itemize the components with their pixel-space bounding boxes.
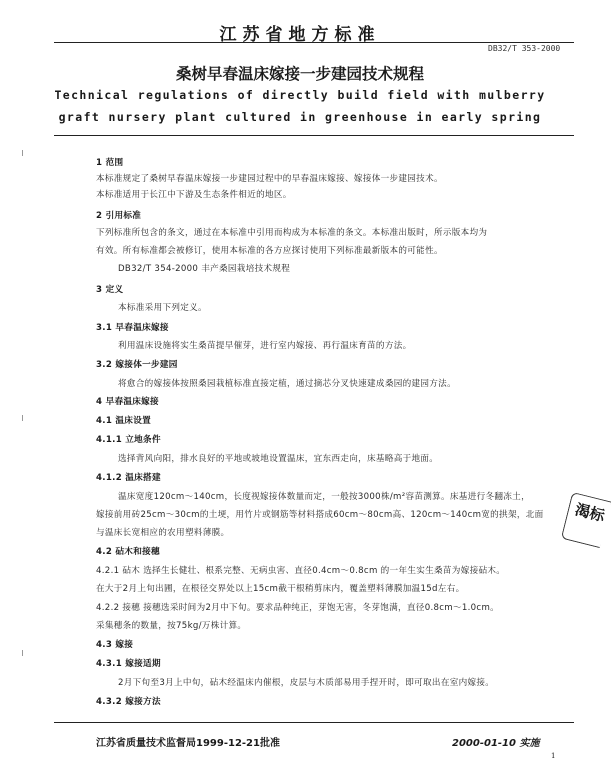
subsection-heading: 4.1.2 温床搭建 (96, 473, 161, 483)
page-number: 1 (551, 752, 556, 760)
section-heading: 1 范围 (96, 158, 124, 168)
subsection-heading: 4.3.1 嫁接适期 (96, 659, 161, 669)
margin-mark (22, 150, 23, 156)
subsection-heading: 4.1.1 立地条件 (96, 435, 161, 445)
body-text: 4.2.2 接穗 接穗选采时间为2月中下旬。要求品种纯正，芽饱无害，冬芽饱满，直径0.8cm～1.0cm。 (96, 603, 500, 613)
header-rule (54, 42, 574, 43)
body-text: 利用温床设施将实生桑苗提早催芽，进行室内嫁接、再行温床育苗的方法。 (118, 341, 412, 351)
body-text: 嫁接前用砖25cm～30cm的土埂，用竹片或钢筋等材料搭成60cm～80cm高、120cm～140cm宽的拱架，北面 (96, 510, 544, 520)
subsection-heading: 4.2 砧木和接穗 (96, 547, 160, 557)
implementation-date: 2000-01-10 实施 (452, 738, 540, 749)
body-text: 将愈合的嫁接体按照桑园栽植标准直接定植，通过摘芯分叉快速建成桑园的建园方法。 (118, 379, 456, 389)
subsection-heading: 4.3 嫁接 (96, 640, 134, 650)
body-text: 2月下旬至3月上中旬，砧木经温床内催根，皮层与木质部易用手捏开时，即可取出在室内嫁接。 (118, 678, 495, 688)
section-heading: 3 定义 (96, 285, 124, 295)
english-title-line-2: graft nursery plant cultured in greenhouse in early spring (58, 110, 542, 124)
body-text: 本标准采用下列定义。 (118, 303, 207, 313)
publisher-header: 江苏省地方标准 (219, 25, 381, 45)
standard-code: DB32/T 353-2000 (488, 44, 561, 53)
body-text: 与温床长宽相应的农用塑料薄膜。 (96, 528, 230, 538)
body-text: 下列标准所包含的条文，通过在本标准中引用而构成为本标准的条文。本标准出版时，所示版本均为 (96, 228, 488, 238)
chinese-title: 桑树早春温床嫁接一步建园技术规程 (175, 65, 424, 83)
footer-rule (54, 722, 574, 723)
english-title-line-1: Technical regulations of directly build field with mulberry (54, 88, 546, 102)
referenced-standard: DB32/T 354-2000 丰产桑园栽培技术规程 (118, 264, 291, 274)
margin-mark (22, 650, 23, 656)
subsection-heading: 4.3.2 嫁接方法 (96, 697, 161, 707)
subsection-heading: 3.1 早春温床嫁接 (96, 323, 169, 333)
section-heading: 2 引用标准 (96, 211, 142, 221)
title-rule (54, 135, 574, 136)
body-text: 本标准规定了桑树早春温床嫁接一步建园过程中的早春温床嫁接、嫁接体一步建园技术。 (96, 174, 443, 184)
body-text: 温床宽度120cm～140cm，长度视嫁接体数量而定，一般按3000株/m²容苗测算。床基进行冬翻冻土， (118, 492, 530, 502)
section-heading: 4 早春温床嫁接 (96, 397, 159, 407)
approval-date: 江苏省质量技术监督局1999-12-21批准 (96, 738, 280, 749)
body-text: 4.2.1 砧木 选择生长健壮、根系完整、无病虫害、直径0.4cm～0.8cm 的一年生实生桑苗为嫁接砧木。 (96, 566, 506, 576)
subsection-heading: 4.1 温床设置 (96, 416, 151, 426)
body-text: 有效。所有标准都会被修订，使用本标准的各方应探讨使用下列标准最新版本的可能性。 (96, 246, 443, 256)
body-text: 本标准适用于长江中下游及生态条件相近的地区。 (96, 190, 292, 200)
body-text: 在大于2月上旬出圃，在根径交界处以上15cm截干根稍剪床内，覆盖塑料薄膜加温15d左右。 (96, 584, 465, 594)
body-text: 选择背风向阳，排水良好的平地或坡地设置温床，宜东西走向，床基略高于地面。 (118, 454, 439, 464)
body-text: 采集穗条的数量，按75kg/万株计算。 (96, 621, 247, 631)
margin-mark (22, 415, 23, 421)
stamp-mark: 渴标 (561, 492, 611, 548)
subsection-heading: 3.2 嫁接体一步建园 (96, 360, 178, 370)
